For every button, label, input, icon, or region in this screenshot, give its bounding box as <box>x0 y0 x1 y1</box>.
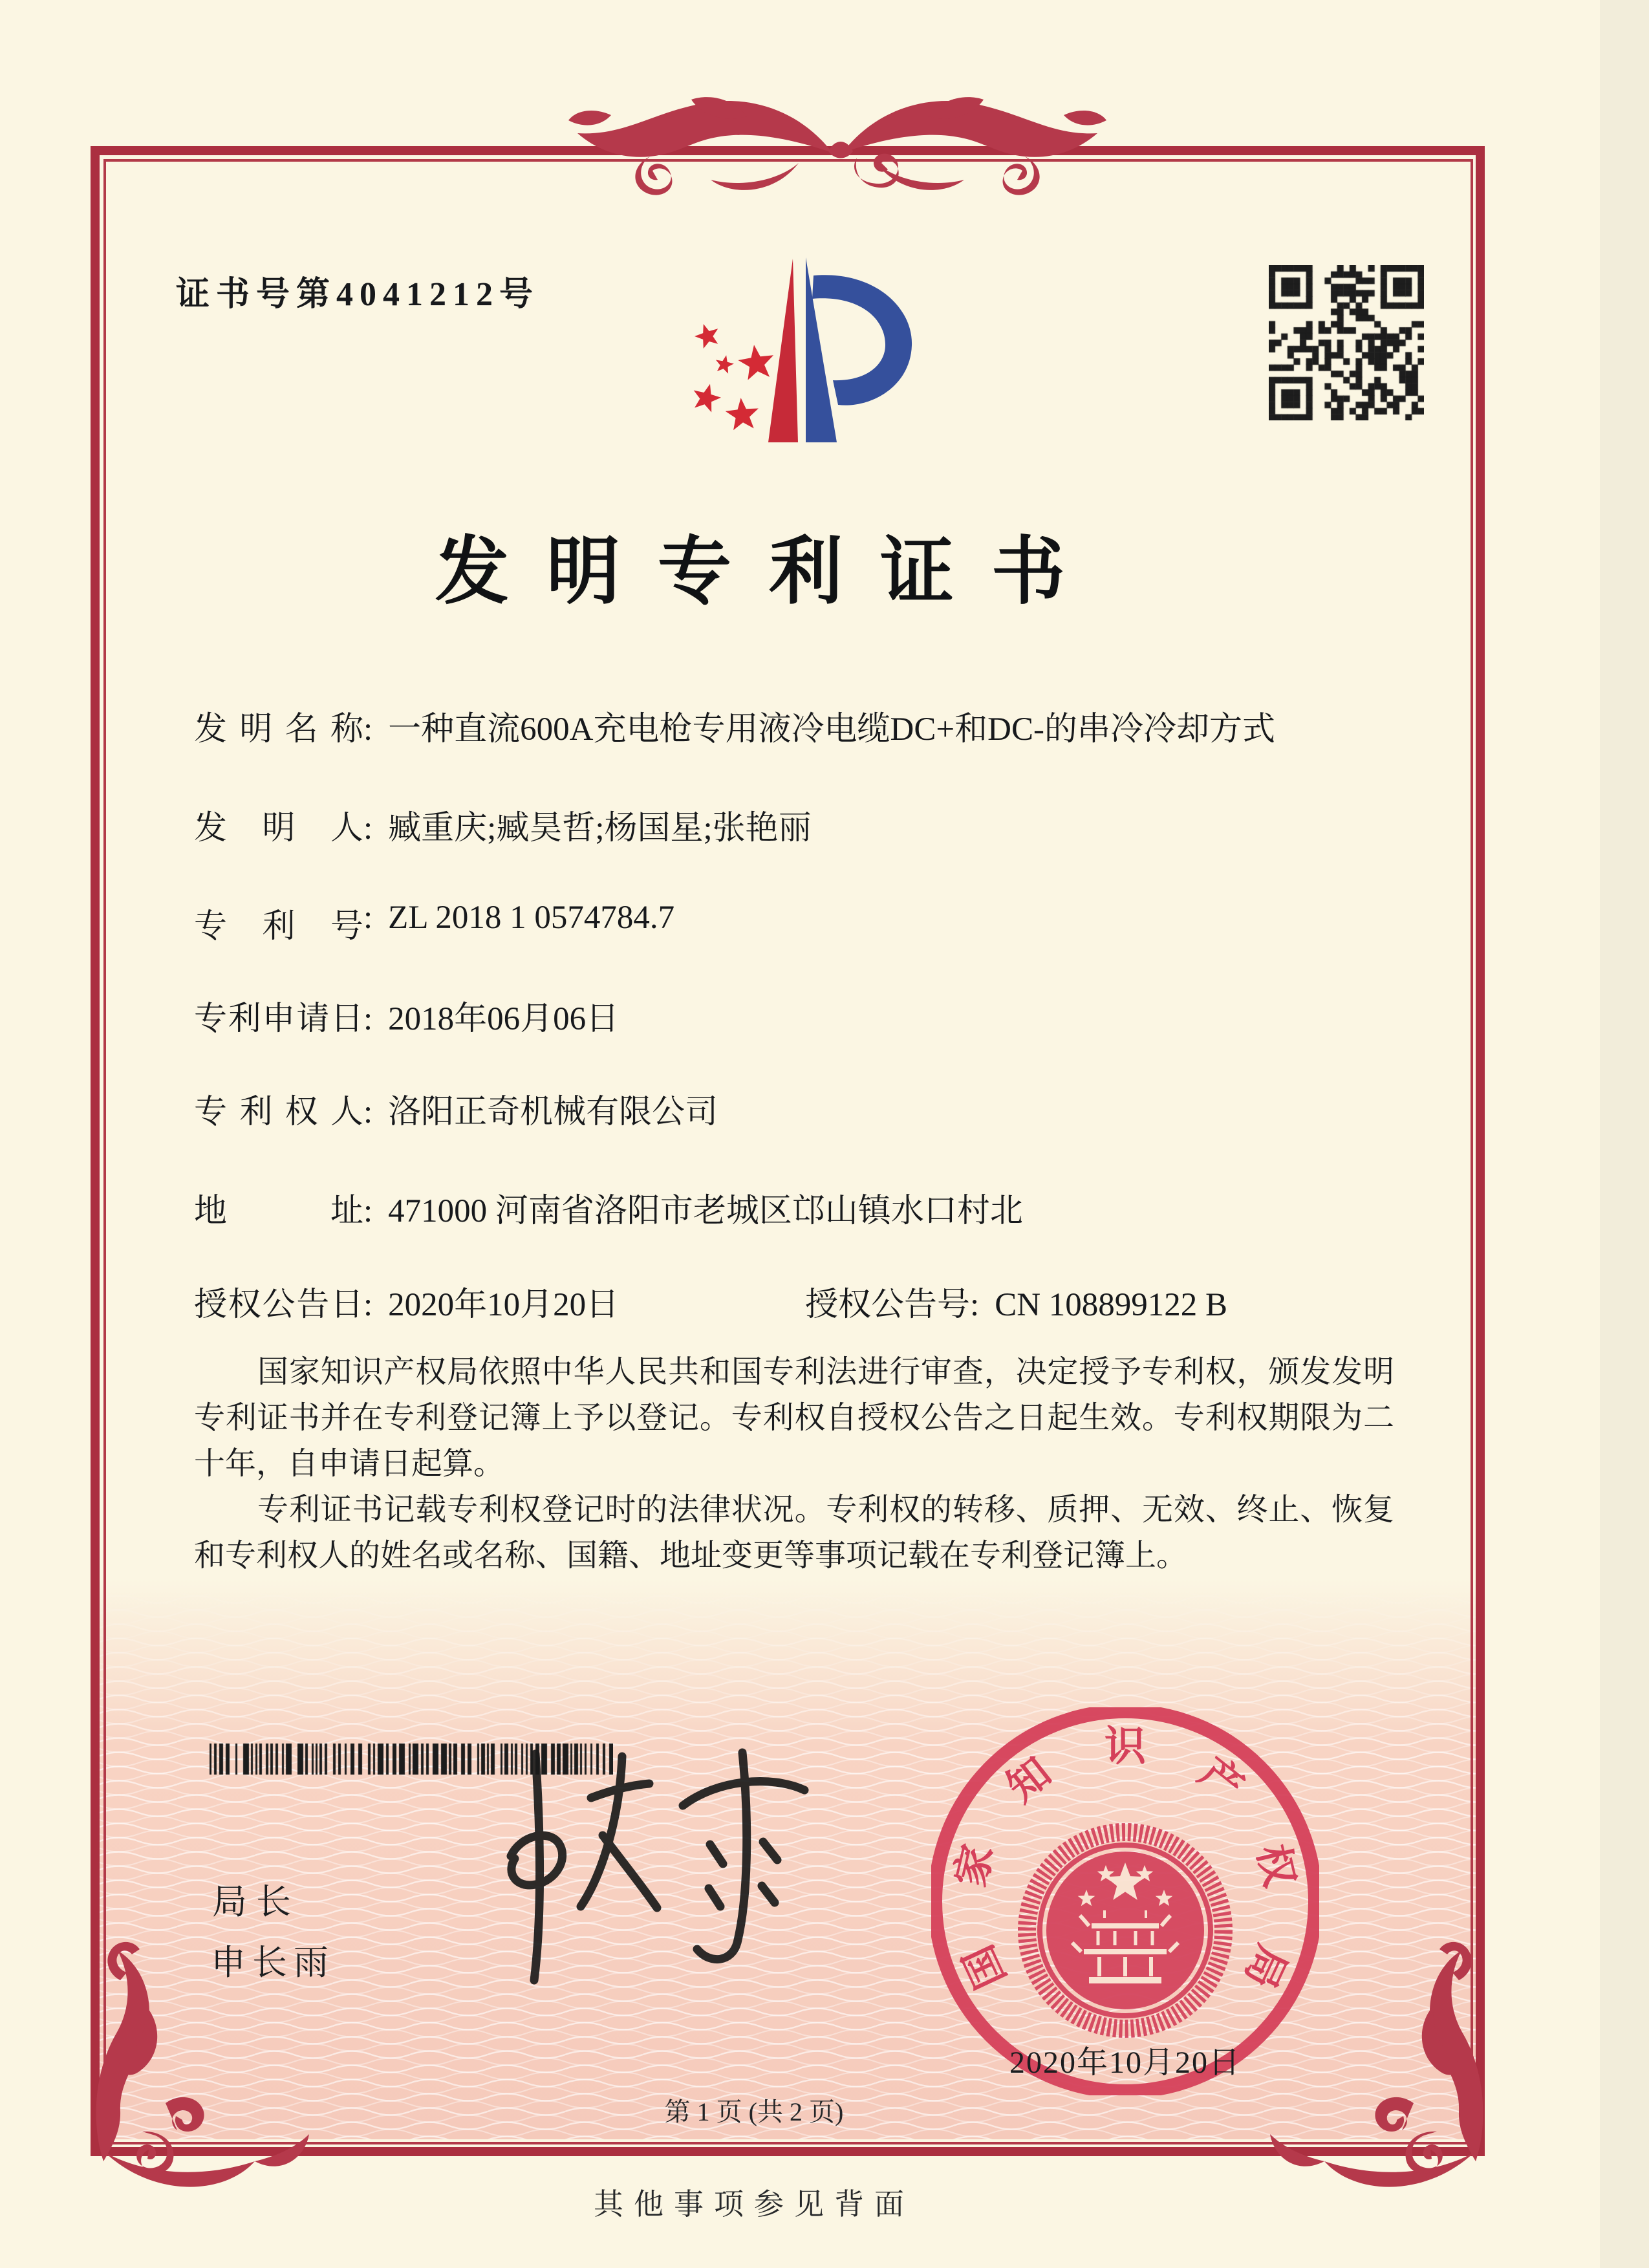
page-indicator: 第 1 页 (共 2 页) <box>664 2097 844 2126</box>
svg-text:知: 知 <box>998 1749 1060 1811</box>
field-value: 臧重庆;臧昊哲;杨国星;张艳丽 <box>388 810 812 847</box>
field-value: 2020年10月20日 <box>388 1287 620 1323</box>
certificate-number: 证书号第4041212号 <box>176 276 540 313</box>
svg-text:权: 权 <box>1249 1840 1303 1892</box>
footer-note: 其他事项参见背面 <box>594 2188 914 2221</box>
field-label: 专利申请日 <box>194 1001 363 1037</box>
scan-edge <box>1600 0 1649 2268</box>
page-title: 发明专利证书 <box>435 531 1103 613</box>
field-row-invention-name <box>194 702 1275 750</box>
field-colon: : <box>970 1287 980 1323</box>
field-grant-number <box>805 1277 1227 1325</box>
field-value: 一种直流600A充电枪专用液冷电缆DC+和DC-的串冷冷却方式 <box>388 711 1275 748</box>
field-colon: : <box>363 1001 373 1037</box>
qr-code <box>1269 265 1424 420</box>
svg-text:国: 国 <box>955 1938 1015 1996</box>
svg-text:产: 产 <box>1191 1749 1252 1811</box>
seal-emblem <box>1027 1832 1223 2029</box>
field-value: 2018年06月06日 <box>388 1001 620 1037</box>
field-colon: : <box>363 1094 373 1130</box>
field-colon: : <box>363 900 373 936</box>
field-row-patent-number <box>194 899 674 947</box>
field-label: 专利权人 <box>194 1094 363 1130</box>
top-dragon-ornament <box>563 96 1112 212</box>
logo-p-mark <box>768 257 912 442</box>
legal-paragraph: 国家知识产权局依照中华人民共和国专利法进行审查，决定授予专利权，颁发发明专利证书并在专利登记簿上予以登记。专利权自授权公告之日起生效。专利权期限为二十年，自申请日起算。 <box>194 1355 1394 1481</box>
field-row-grant-date <box>194 1277 1228 1325</box>
director-title: 局长 <box>212 1883 300 1921</box>
field-value: ZL 2018 1 0574784.7 <box>388 900 675 936</box>
director-signature <box>453 1694 854 2005</box>
field-value: CN 108899122 B <box>995 1287 1228 1323</box>
field-row-address <box>194 1183 1023 1231</box>
logo-stars <box>694 324 773 430</box>
seal-date: 2020年10月20日 <box>1009 2046 1241 2080</box>
svg-text:局: 局 <box>1236 1938 1295 1996</box>
field-label: 发明人 <box>194 810 363 847</box>
cnipa-logo <box>679 254 925 448</box>
field-row-filing-date <box>194 991 619 1039</box>
field-value: 471000 河南省洛阳市老城区邙山镇水口村北 <box>388 1193 1023 1229</box>
field-label: 授权公告号 <box>805 1287 971 1323</box>
svg-text:识: 识 <box>1105 1723 1146 1769</box>
field-colon: : <box>363 810 373 847</box>
field-label: 授权公告日 <box>194 1287 363 1323</box>
field-label: 专利号 <box>194 909 363 945</box>
field-colon: : <box>363 1287 373 1323</box>
field-colon: : <box>363 1193 373 1229</box>
field-row-patentee <box>194 1085 718 1132</box>
field-value: 洛阳正奇机械有限公司 <box>388 1094 718 1130</box>
field-colon: : <box>363 711 373 748</box>
field-row-inventors <box>194 801 812 848</box>
legal-paragraphs <box>194 1349 1394 1579</box>
field-label: 地址 <box>194 1193 363 1229</box>
field-label: 发明名称 <box>194 711 363 748</box>
director-name: 申长雨 <box>211 1943 335 1982</box>
svg-text:家: 家 <box>947 1840 1002 1892</box>
legal-paragraph: 专利证书记载专利权登记时的法律状况。专利权的转移、质押、无效、终止、恢复和专利权人的姓名或名称、国籍、地址变更等事项记载在专利登记簿上。 <box>194 1493 1394 1573</box>
